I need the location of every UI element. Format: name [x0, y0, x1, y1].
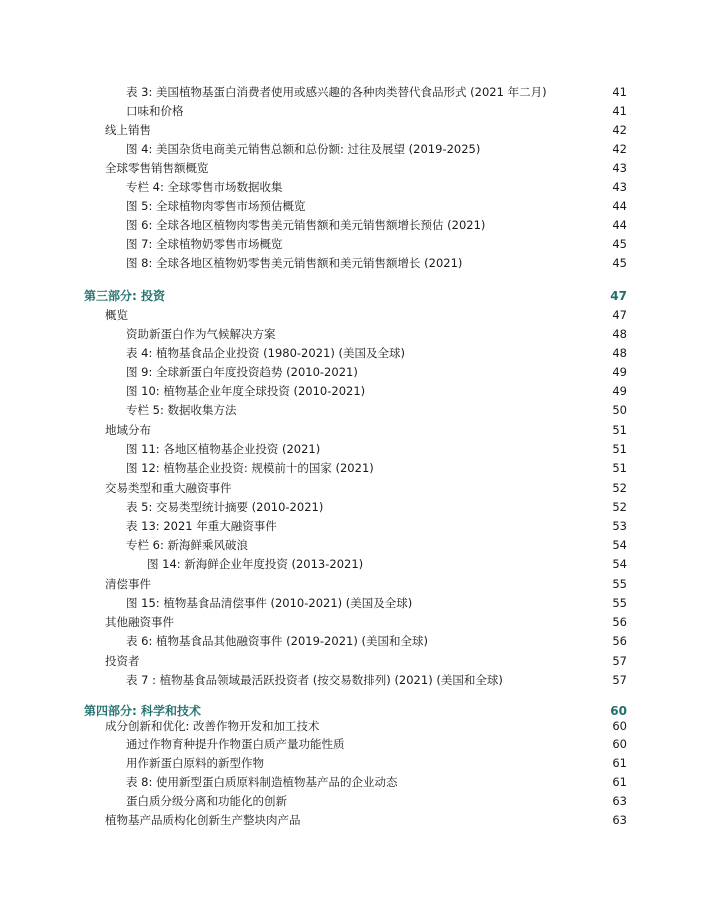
toc-entry-label: 清偿事件 [105, 577, 151, 591]
toc-entry-label: 图 6: 全球各地区植物肉零售美元销售额和美元销售额增长预估 (2021) [126, 218, 486, 232]
toc-entry[interactable] [126, 401, 627, 419]
toc-entry-label: 表 13: 2021 年重大融资事件 [126, 519, 277, 533]
toc-page-number: 55 [612, 577, 627, 591]
toc-entry-label: 表 3: 美国植物基蛋白消费者使用或感兴趣的各种肉类替代食品形式 (2021 年二月) [126, 85, 547, 99]
toc-entry[interactable] [126, 440, 627, 458]
toc-page-number: 43 [612, 161, 627, 175]
toc-page-number: 51 [612, 461, 627, 475]
toc-entry-label: 专栏 4: 全球零售市场数据收集 [126, 180, 283, 194]
toc-entry-label: 资助新蛋白作为气候解决方案 [126, 327, 276, 341]
toc-entry[interactable] [105, 159, 627, 177]
toc-page-number: 60 [612, 719, 627, 733]
toc-entry[interactable] [126, 517, 627, 535]
toc-entry-label: 图 9: 全球新蛋白年度投资趋势 (2010-2021) [126, 365, 358, 379]
toc-page-number: 41 [612, 85, 627, 99]
toc-entry[interactable] [126, 178, 627, 196]
toc-page-number: 50 [612, 403, 627, 417]
toc-page-number: 47 [612, 308, 627, 322]
toc-entry[interactable] [126, 363, 627, 381]
toc-entry[interactable] [126, 594, 627, 612]
toc-page-number: 52 [612, 500, 627, 514]
toc-entry-label: 交易类型和重大融资事件 [105, 481, 232, 495]
toc-entry[interactable] [126, 344, 627, 362]
toc-entry[interactable] [126, 773, 627, 791]
toc-page-number: 57 [612, 673, 627, 687]
toc-page-number: 44 [612, 218, 627, 232]
toc-page-number: 53 [612, 519, 627, 533]
toc-entry-label: 图 11: 各地区植物基企业投资 (2021) [126, 442, 321, 456]
toc-entry-label: 表 7 : 植物基食品领域最活跃投资者 (按交易数排列) (2021) (美国和全球) [126, 673, 503, 687]
toc-entry-label: 成分创新和优化: 改善作物开发和加工技术 [105, 719, 320, 733]
toc-entry[interactable] [126, 792, 627, 810]
toc-entry[interactable] [105, 575, 627, 593]
toc-page-number: 44 [612, 199, 627, 213]
toc-entry-label: 表 8: 使用新型蛋白质原料制造植物基产品的企业动态 [126, 775, 398, 789]
toc-entry[interactable] [105, 652, 627, 670]
toc-entry[interactable] [126, 498, 627, 516]
toc-page-number: 43 [612, 180, 627, 194]
toc-entry[interactable] [126, 671, 627, 689]
toc-page-number: 56 [612, 615, 627, 629]
toc-entry[interactable] [126, 216, 627, 234]
toc-entry-label: 表 4: 植物基食品企业投资 (1980-2021) (美国及全球) [126, 346, 405, 360]
toc-page-number: 56 [612, 634, 627, 648]
toc-entry[interactable] [105, 613, 627, 631]
toc-entry[interactable] [126, 197, 627, 215]
toc-entry[interactable] [126, 632, 627, 650]
toc-entry-label: 口味和价格 [126, 104, 184, 118]
toc-page-number: 54 [612, 538, 627, 552]
toc-entry-label: 专栏 5: 数据收集方法 [126, 403, 237, 417]
toc-page-number: 42 [612, 123, 627, 137]
toc-entry-label: 图 8: 全球各地区植物奶零售美元销售额和美元销售额增长 (2021) [126, 256, 463, 270]
toc-page-number: 60 [610, 704, 627, 718]
toc-entry[interactable] [105, 811, 627, 829]
toc-page-number: 45 [612, 237, 627, 251]
toc-entry-label: 植物基产品质构化创新生产整块肉产品 [105, 813, 301, 827]
toc-page-number: 54 [612, 557, 627, 571]
toc-entry-label: 图 5: 全球植物肉零售市场预估概览 [126, 199, 306, 213]
toc-entry-label: 其他融资事件 [105, 615, 174, 629]
toc-entry[interactable] [126, 382, 627, 400]
toc-entry[interactable] [126, 235, 627, 253]
toc-page-number: 48 [612, 346, 627, 360]
toc-entry-label: 概览 [105, 308, 128, 322]
toc-page-number: 48 [612, 327, 627, 341]
toc-entry[interactable] [126, 140, 627, 158]
toc-page-number: 45 [612, 256, 627, 270]
toc-page-number: 52 [612, 481, 627, 495]
toc-section-label: 第四部分: 科学和技术 [84, 704, 201, 718]
toc-page-number: 60 [612, 737, 627, 751]
toc-page-number: 41 [612, 104, 627, 118]
toc-entry-label: 地域分布 [105, 423, 151, 437]
toc-page-number: 57 [612, 654, 627, 668]
toc-entry[interactable] [126, 459, 627, 477]
toc-entry-label: 图 4: 美国杂货电商美元销售总额和总份额: 过往及展望 (2019-2025) [126, 142, 481, 156]
toc-entry-label: 图 15: 植物基食品清偿事件 (2010-2021) (美国及全球) [126, 596, 413, 610]
toc-entry-label: 全球零售销售额概览 [105, 161, 209, 175]
toc-page-number: 47 [610, 289, 627, 303]
toc-entry[interactable] [105, 421, 627, 439]
toc-entry[interactable] [126, 735, 627, 753]
toc-entry[interactable] [105, 121, 627, 139]
toc-entry[interactable] [105, 479, 627, 497]
toc-entry-label: 通过作物育种提升作物蛋白质产量功能性质 [126, 737, 345, 751]
toc-entry-label: 图 12: 植物基企业投资: 规模前十的国家 (2021) [126, 461, 374, 475]
toc-page-number: 61 [612, 756, 627, 770]
toc-page-number: 63 [612, 813, 627, 827]
toc-page-number: 49 [612, 384, 627, 398]
toc-entry[interactable] [105, 306, 627, 324]
toc-entry[interactable] [126, 83, 627, 101]
toc-entry-label: 线上销售 [105, 123, 151, 137]
toc-section-label: 第三部分: 投资 [84, 289, 165, 303]
toc-entry-label: 专栏 6: 新海鲜乘风破浪 [126, 538, 249, 552]
toc-page-number: 51 [612, 423, 627, 437]
toc-page-number: 55 [612, 596, 627, 610]
toc-entry[interactable] [126, 754, 627, 772]
toc-entry[interactable] [126, 102, 627, 120]
toc-entry-label: 图 7: 全球植物奶零售市场概览 [126, 237, 283, 251]
toc-entry[interactable] [126, 325, 627, 343]
toc-entry-label: 图 10: 植物基企业年度全球投资 (2010-2021) [126, 384, 366, 398]
toc-page-number: 42 [612, 142, 627, 156]
toc-entry-label: 用作新蛋白原料的新型作物 [126, 756, 264, 770]
toc-entry[interactable] [147, 555, 627, 573]
toc-entry-label: 投资者 [105, 654, 140, 668]
toc-entry[interactable] [126, 254, 627, 272]
toc-entry-label: 表 6: 植物基食品其他融资事件 (2019-2021) (美国和全球) [126, 634, 428, 648]
toc-entry-label: 表 5: 交易类型统计摘要 (2010-2021) [126, 500, 324, 514]
toc-page-number: 49 [612, 365, 627, 379]
toc-section-heading[interactable] [84, 287, 627, 305]
toc-entry-label: 图 14: 新海鲜企业年度投资 (2013-2021) [147, 557, 364, 571]
toc-page-number: 63 [612, 794, 627, 808]
toc-page-number: 61 [612, 775, 627, 789]
toc-entry[interactable] [126, 536, 627, 554]
toc-entry[interactable] [105, 717, 627, 735]
toc-page-number: 51 [612, 442, 627, 456]
toc-entry-label: 蛋白质分级分离和功能化的创新 [126, 794, 287, 808]
